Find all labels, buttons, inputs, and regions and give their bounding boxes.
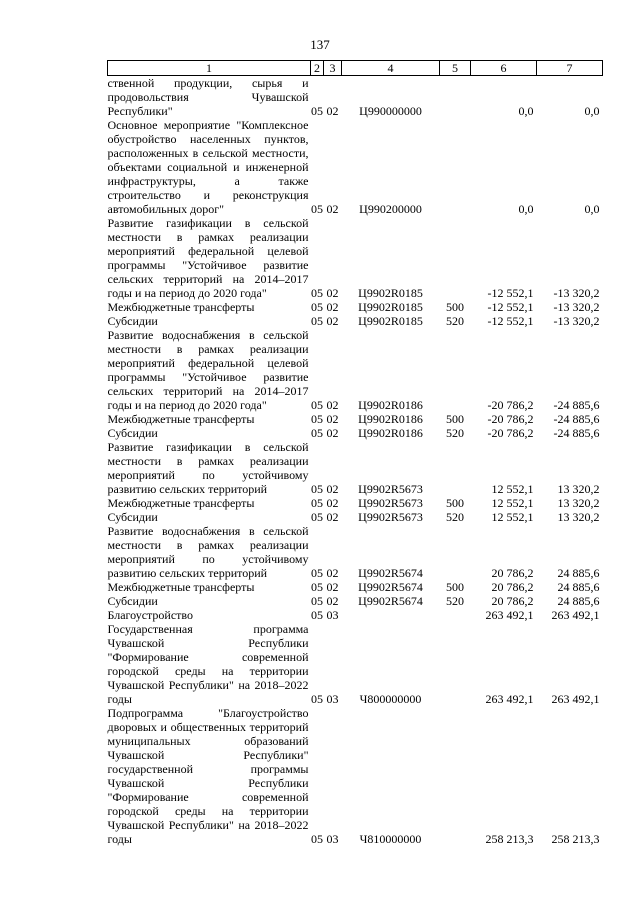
row-amount-year1: 263 492,1 (485, 692, 534, 706)
row-amount-year1: 20 786,2 (491, 566, 534, 580)
row-name: Государственная программа Чувашской Республики "Формирование современной городской среды на территории Чувашской Республики" на 2018–2022 годы (107, 622, 309, 706)
row-section: 05 (311, 594, 323, 608)
row-target-code: Ч800000000 (359, 692, 422, 706)
table-row (108, 300, 603, 314)
table-row (108, 118, 603, 216)
column-header: 2 (311, 61, 324, 76)
row-section: 05 (311, 202, 323, 216)
row-amount-year2: 0,0 (584, 202, 600, 216)
row-expense-type (440, 76, 471, 119)
row-subsection: 02 (326, 580, 339, 594)
row-name: Развитие газификации в сельской местности в рамках реализации мероприятий по устойчивому развитию сельских территорий (107, 440, 309, 496)
row-subsection: 03 (326, 832, 339, 846)
row-expense-type: 520 (446, 594, 464, 608)
row-target-code: Ц9902R5674 (358, 580, 423, 594)
table-row (108, 496, 603, 510)
row-name: Межбюджетные трансферты (107, 300, 255, 314)
row-name: Межбюджетные трансферты (107, 412, 255, 426)
table-row (108, 314, 603, 328)
row-name: Субсидии (107, 510, 158, 524)
row-section: 05 (311, 412, 323, 426)
row-section: 05 (311, 510, 323, 524)
row-amount-year1: 263 492,1 (485, 608, 534, 622)
table-row (108, 524, 603, 580)
row-target-code: Ц9902R5674 (358, 566, 423, 580)
row-section: 05 (311, 692, 323, 706)
table-row (108, 440, 603, 496)
table-row (108, 706, 603, 846)
row-target-code: Ч810000000 (359, 832, 422, 846)
row-name: Развитие водоснабжения в сельской местности в рамках реализации мероприятий федеральной целевой программы "Устойчивое развитие сельских территорий на 2014–2017 годы и на период до 2020 года" (107, 328, 309, 412)
row-target-code: Ц9902R0186 (358, 398, 423, 412)
row-name: Благоустройство (107, 608, 194, 622)
table-row (108, 76, 603, 119)
row-amount-year1: 0,0 (518, 202, 534, 216)
row-subsection: 02 (326, 496, 339, 510)
row-subsection: 02 (326, 510, 339, 524)
row-subsection: 02 (326, 426, 339, 440)
row-target-code: Ц9902R0186 (358, 412, 423, 426)
row-name: Развитие водоснабжения в сельской местности в рамках реализации мероприятий по устойчивому развитию сельских территорий (107, 524, 309, 580)
column-header: 4 (342, 61, 440, 76)
row-amount-year1: 20 786,2 (491, 594, 534, 608)
row-amount-year1: -20 786,2 (487, 412, 534, 426)
table-row (108, 622, 603, 706)
row-amount-year1: -20 786,2 (487, 398, 534, 412)
row-amount-year2: -24 885,6 (553, 412, 600, 426)
row-section: 05 (311, 398, 323, 412)
row-target-code: Ц9902R0185 (358, 286, 423, 300)
row-expense-type (440, 118, 471, 216)
table-row (108, 580, 603, 594)
table-row (108, 412, 603, 426)
row-subsection: 02 (326, 300, 339, 314)
budget-table (107, 60, 603, 846)
column-header: 1 (108, 61, 311, 76)
column-header: 7 (537, 61, 603, 76)
row-expense-type (440, 706, 471, 846)
row-subsection: 02 (326, 482, 339, 496)
row-section: 05 (311, 496, 323, 510)
row-section: 05 (311, 608, 323, 622)
row-amount-year2: 24 885,6 (557, 594, 600, 608)
row-subsection: 02 (326, 104, 339, 118)
page-number: 137 (310, 37, 330, 52)
row-expense-type: 500 (446, 580, 464, 594)
row-section: 05 (311, 286, 323, 300)
row-amount-year1: -12 552,1 (487, 314, 534, 328)
row-subsection: 02 (326, 566, 339, 580)
row-name: Межбюджетные трансферты (107, 496, 255, 510)
row-expense-type: 520 (446, 314, 464, 328)
table-row (108, 328, 603, 412)
row-section: 05 (311, 580, 323, 594)
row-section: 05 (311, 426, 323, 440)
row-expense-type (440, 440, 471, 496)
row-amount-year2: 13 320,2 (557, 510, 600, 524)
row-expense-type: 500 (446, 300, 464, 314)
row-amount-year1: 12 552,1 (491, 510, 534, 524)
row-amount-year1: -12 552,1 (487, 286, 534, 300)
row-target-code: Ц9902R0185 (358, 314, 423, 328)
row-name: Подпрограмма "Благоустройство дворовых и общественных территорий муниципальных образований Чувашской Республики" государственной программы Чувашской Республики "Формирование современной городской среды на территории Чувашской Республики" на 2018–2022 годы (107, 706, 309, 846)
row-subsection: 02 (326, 314, 339, 328)
row-amount-year2: 263 492,1 (551, 692, 600, 706)
row-amount-year1: 12 552,1 (491, 496, 534, 510)
row-target-code (342, 608, 440, 622)
row-amount-year2: -24 885,6 (553, 398, 600, 412)
column-header: 5 (440, 61, 471, 76)
row-subsection: 02 (326, 398, 339, 412)
row-name: ственной продукции, сырья и продовольствия Чувашской Республики" (107, 76, 309, 118)
row-amount-year1: 0,0 (518, 104, 534, 118)
row-amount-year2: -13 320,2 (553, 300, 600, 314)
row-expense-type (440, 524, 471, 580)
column-header: 6 (471, 61, 537, 76)
row-name: Субсидии (107, 314, 158, 328)
row-subsection: 03 (326, 608, 339, 622)
row-amount-year2: 263 492,1 (551, 608, 600, 622)
row-section: 05 (311, 566, 323, 580)
row-amount-year2: -13 320,2 (553, 286, 600, 300)
row-name: Субсидии (107, 426, 158, 440)
row-subsection: 02 (326, 412, 339, 426)
table-row (108, 426, 603, 440)
table-row (108, 594, 603, 608)
row-amount-year2: 13 320,2 (557, 496, 600, 510)
row-amount-year2: 24 885,6 (557, 566, 600, 580)
row-name: Субсидии (107, 594, 158, 608)
row-amount-year1: -12 552,1 (487, 300, 534, 314)
row-amount-year2: -24 885,6 (553, 426, 600, 440)
row-target-code: Ц990200000 (359, 202, 422, 216)
column-header: 3 (324, 61, 342, 76)
row-amount-year2: 0,0 (584, 104, 600, 118)
table-row (108, 510, 603, 524)
row-section: 05 (311, 482, 323, 496)
row-expense-type (440, 216, 471, 300)
row-amount-year1: -20 786,2 (487, 426, 534, 440)
row-section: 05 (311, 832, 323, 846)
table-row (108, 608, 603, 622)
row-amount-year2: -13 320,2 (553, 314, 600, 328)
row-section: 05 (311, 104, 323, 118)
row-target-code: Ц9902R5674 (358, 594, 423, 608)
row-name: Развитие газификации в сельской местности в рамках реализации мероприятий федеральной целевой программы "Устойчивое развитие сельских территорий на 2014–2017 годы и на период до 2020 года" (107, 216, 309, 300)
row-expense-type: 500 (446, 496, 464, 510)
row-subsection: 03 (326, 692, 339, 706)
row-target-code: Ц9902R5673 (358, 482, 423, 496)
row-expense-type (440, 328, 471, 412)
row-amount-year2: 24 885,6 (557, 580, 600, 594)
row-expense-type (440, 608, 471, 622)
row-name: Основное мероприятие "Комплексное обустройство населенных пунктов, расположенных в сельской местности, объектами социальной и инженерной инфраструктуры, а также строительство и реконструкция автомобильных дорог" (107, 118, 309, 216)
table-header-row (108, 61, 603, 76)
table-row (108, 216, 603, 300)
row-expense-type: 520 (446, 426, 464, 440)
row-section: 05 (311, 300, 323, 314)
row-section: 05 (311, 314, 323, 328)
row-name: Межбюджетные трансферты (107, 580, 255, 594)
row-expense-type (440, 622, 471, 706)
row-expense-type: 520 (446, 510, 464, 524)
row-target-code: Ц9902R5673 (358, 496, 423, 510)
row-amount-year1: 258 213,3 (485, 832, 534, 846)
row-target-code: Ц990000000 (359, 104, 422, 118)
row-target-code: Ц9902R5673 (358, 510, 423, 524)
row-target-code: Ц9902R0186 (358, 426, 423, 440)
row-subsection: 02 (326, 286, 339, 300)
row-target-code: Ц9902R0185 (358, 300, 423, 314)
row-amount-year2: 258 213,3 (551, 832, 600, 846)
row-amount-year1: 20 786,2 (491, 580, 534, 594)
row-amount-year1: 12 552,1 (491, 482, 534, 496)
row-expense-type: 500 (446, 412, 464, 426)
row-subsection: 02 (326, 594, 339, 608)
row-subsection: 02 (326, 202, 339, 216)
row-amount-year2: 13 320,2 (557, 482, 600, 496)
